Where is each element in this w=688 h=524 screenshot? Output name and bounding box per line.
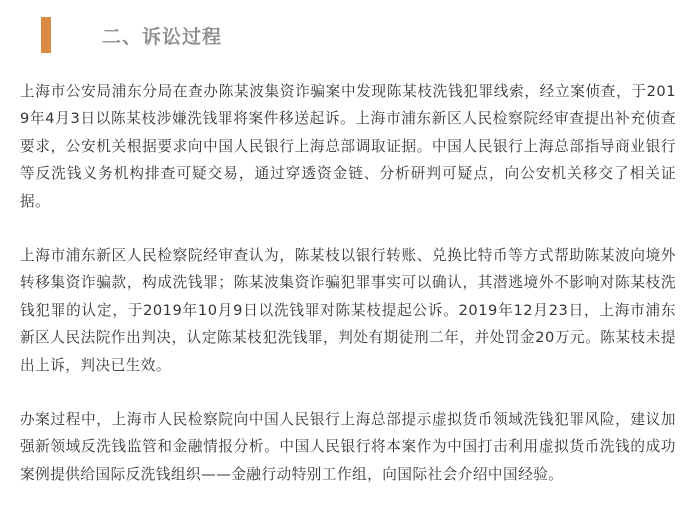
accent-bar <box>41 17 51 53</box>
paragraph-follow-up: 办案过程中，上海市人民检察院向中国人民银行上海总部提示虚拟货币领域洗钱犯罪风险，建议加强新领域反洗钱监管和金融情报分析。中国人民银行将本案作为中国打击利用虚拟货币洗钱的成功案例提供给国际反洗钱组织——金融行动特别工作组，向国际社会介绍中国经验。 <box>20 411 676 483</box>
section-title: 二、诉讼过程 <box>102 25 223 48</box>
paragraph-prosecution-judgment: 上海市浦东新区人民检察院经审查认为，陈某枝以银行转账、兑换比特币等方式帮助陈某波向境外转移集资诈骗款，构成洗钱罪；陈某波集资诈骗犯罪事实可以确认，其潜逃境外不影响对陈某枝洗钱犯罪的认定，于2019年10月9日以洗钱罪对陈某枝提起公诉。2019年12月23日，上海市浦东新区人民法院作出判决，认定陈某枝犯洗钱罪，判处有期徒刑二年，并处罚金20万元。陈某枝未提出上诉，判决已生效。 <box>20 247 676 374</box>
article-body <box>20 78 676 488</box>
section-header <box>41 17 222 53</box>
paragraph-investigation: 上海市公安局浦东分局在查办陈某波集资诈骗案中发现陈某枝洗钱犯罪线索，经立案侦查，于2019年4月3日以陈某枝涉嫌洗钱罪将案件移送起诉。上海市浦东新区人民检察院经审查提出补充侦查要求，公安机关根据要求向中国人民银行上海总部调取证据。中国人民银行上海总部指导商业银行等反洗钱义务机构排查可疑交易，通过穿透资金链、分析研判可疑点，向公安机关移交了相关证据。 <box>20 83 676 210</box>
